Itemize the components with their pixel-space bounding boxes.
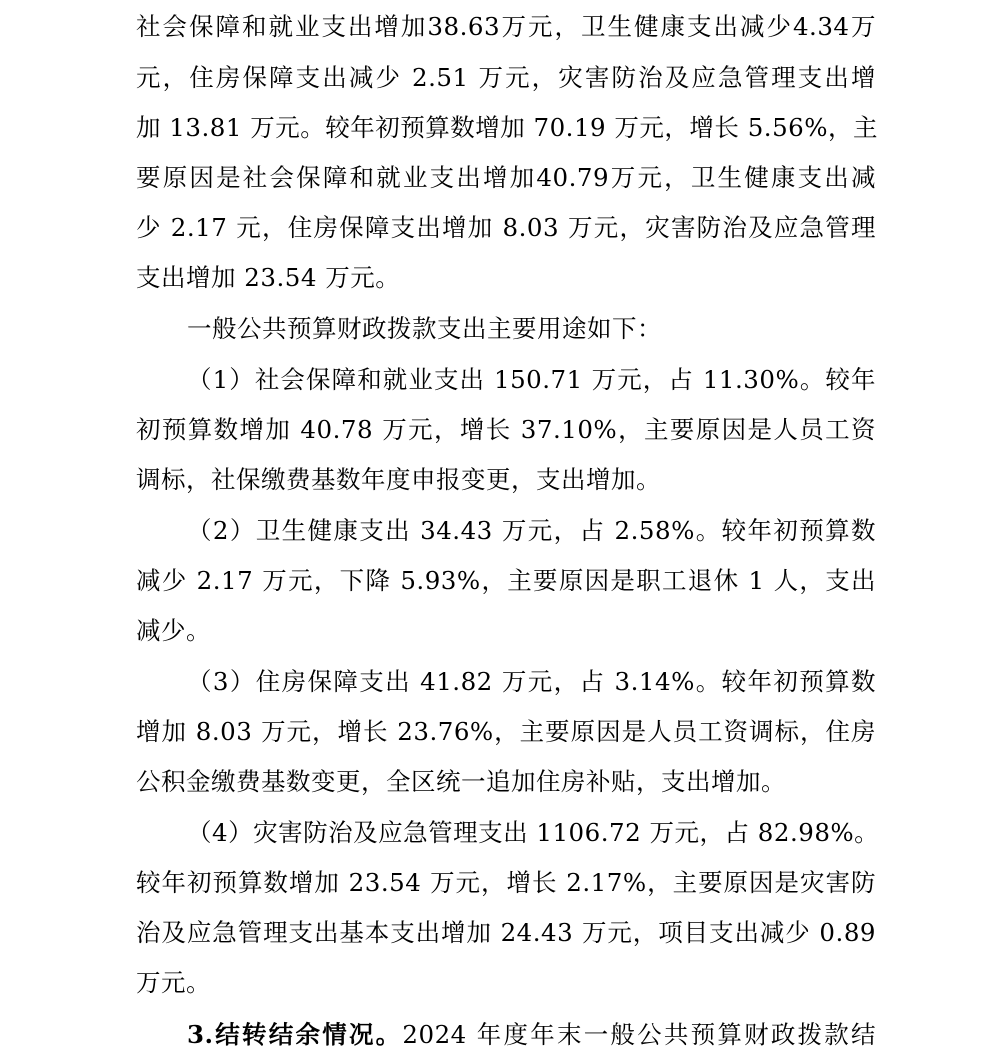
text-line: 万元。: [136, 968, 211, 997]
text-line: 治及应急管理支出基本支出增加 24.43 万元，项目支出减少 0.89: [136, 918, 876, 947]
text-line: 减少 2.17 万元，下降 5.93%，主要原因是职工退休 1 人，支出: [136, 566, 876, 595]
paragraph-intro: 一般公共预算财政拨款支出主要用途如下：: [187, 314, 662, 343]
paragraph-item-4: （4）灾害防治及应急管理支出 1106.72 万元，占 82.98%。: [187, 818, 880, 847]
text-line: 元，住房保障支出减少 2.51 万元，灾害防治及应急管理支出增: [136, 63, 876, 92]
text-line: 调标，社保缴费基数年度申报变更，支出增加。: [136, 465, 661, 494]
text-line: 要原因是社会保障和就业支出增加40.79万元，卫生健康支出减: [136, 163, 876, 192]
section-heading-line: [187, 1020, 876, 1050]
text-line: 减少。: [136, 616, 211, 645]
paragraph-item-1: （1）社会保障和就业支出 150.71 万元，占 11.30%。较年: [187, 365, 876, 394]
text-line: 较年初预算数增加 23.54 万元，增长 2.17%，主要原因是灾害防: [136, 868, 876, 897]
text-line: 少 2.17 元，住房保障支出增加 8.03 万元，灾害防治及应急管理: [136, 213, 876, 242]
section-text: 2024 年度年末一般公共预算财政拨款结: [402, 1020, 877, 1049]
paragraph-item-3: （3）住房保障支出 41.82 万元，占 3.14%。较年初预算数: [187, 667, 876, 696]
paragraph-item-2: （2）卫生健康支出 34.43 万元，占 2.58%。较年初预算数: [187, 516, 876, 545]
text-line: 公积金缴费基数变更，全区统一追加住房补贴，支出增加。: [136, 767, 786, 796]
section-heading: 3.结转结余情况。: [187, 1020, 403, 1049]
text-line: 初预算数增加 40.78 万元，增长 37.10%，主要原因是人员工资: [136, 415, 876, 444]
text-line: 增加 8.03 万元，增长 23.76%，主要原因是人员工资调标，住房: [136, 717, 876, 746]
text-line: 支出增加 23.54 万元。: [136, 263, 401, 292]
text-line: 加 13.81 万元。较年初预算数增加 70.19 万元，增长 5.56%，主: [136, 113, 879, 142]
text-line: 社会保障和就业支出增加38.63万元，卫生健康支出减少4.34万: [136, 12, 876, 41]
